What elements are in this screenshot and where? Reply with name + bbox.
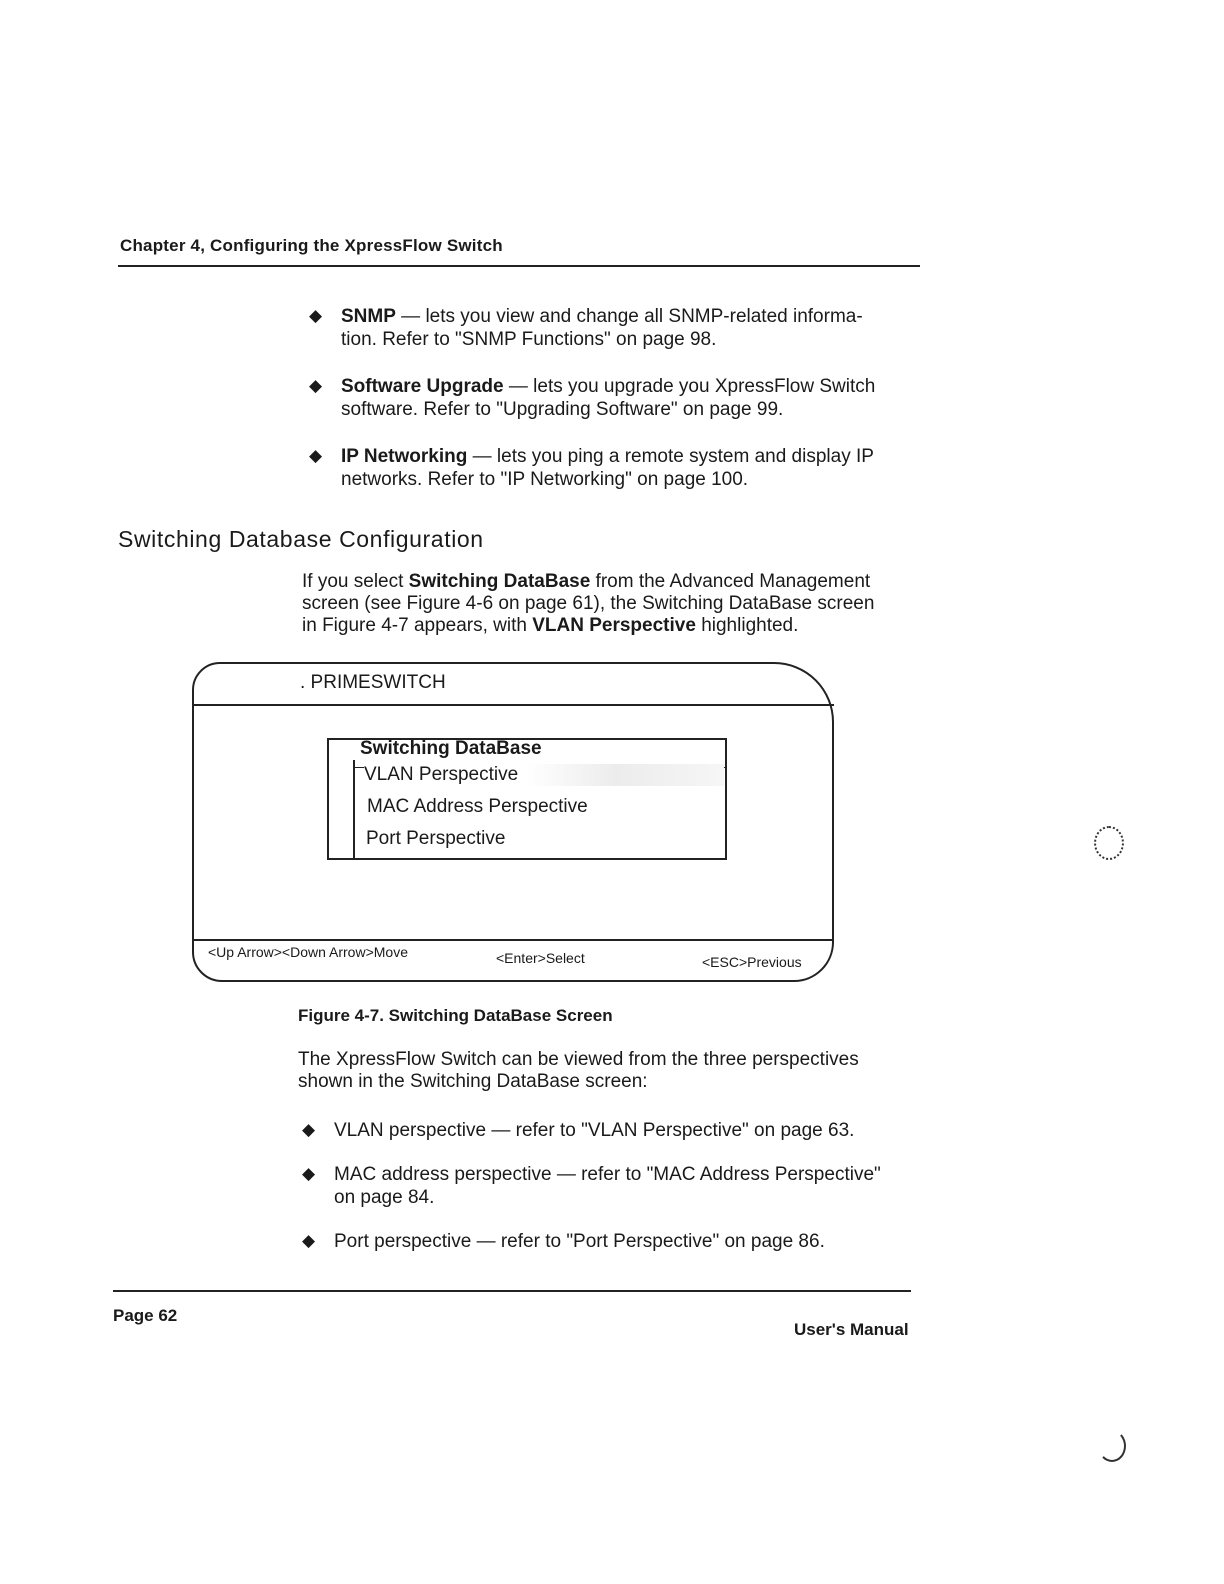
key-hint-select: <Enter>Select [496,950,585,966]
menu-left-border [353,760,355,860]
key-hint-previous: <ESC>Previous [702,954,802,970]
page-number: Page 62 [113,1306,178,1325]
bullet-diamond-icon: ◆ [302,1231,316,1250]
chapter-header: Chapter 4, Configuring the XpressFlow Switch [120,236,503,255]
bullet-label: IP Networking [341,446,468,467]
bullet-text: MAC address perspective — refer to "MAC Address Perspective" [334,1164,881,1185]
menu-title: Switching DataBase [360,738,542,759]
screen-title: . PRIMESWITCH [300,672,446,693]
para-text: screen (see Figure 4-6 on page 61), the Switching DataBase screen [302,593,875,614]
binder-hole-mark [1094,826,1124,860]
menu-item-vlan-perspective[interactable]: VLAN Perspective [364,764,724,786]
bullet-label: SNMP [341,306,396,327]
binder-hole-mark [1098,1430,1126,1462]
body-paragraph [298,1049,908,1093]
para-text: shown in the Switching DataBase screen: [298,1071,648,1092]
bullet-text-line2: on page 84. [334,1187,435,1208]
bullet-diamond-icon: ◆ [302,1120,316,1139]
para-text: The XpressFlow Switch can be viewed from the three perspectives [298,1049,859,1070]
menu-item-port-perspective[interactable]: Port Perspective [366,828,506,849]
manual-label: User's Manual [794,1320,909,1339]
bullet-port-perspective [302,1230,914,1253]
para-text: If you select [302,571,409,592]
bullet-diamond-icon: ◆ [302,1164,316,1183]
para-bold-text: Switching DataBase [408,571,591,592]
bullet-diamond-icon: ◆ [309,306,323,325]
screen-title-divider [194,704,834,706]
section-paragraph [302,571,912,637]
footer-rule [113,1290,911,1292]
bullet-software-upgrade [309,375,921,421]
bullet-text-line2: networks. Refer to "IP Networking" on page 100. [341,469,749,490]
para-text: from the Advanced Management [590,571,871,592]
bullet-text: VLAN perspective — refer to "VLAN Perspective" on page 63. [334,1120,855,1141]
header-rule [118,265,920,267]
menu-item-mac-address-perspective[interactable]: MAC Address Perspective [367,796,588,817]
bullet-diamond-icon: ◆ [309,446,323,465]
bullet-text-line2: tion. Refer to "SNMP Functions" on page 98. [341,329,717,350]
section-heading: Switching Database Configuration [118,526,484,552]
bullet-text: Port perspective — refer to "Port Perspective" on page 86. [334,1231,825,1252]
figure-caption: Figure 4-7. Switching DataBase Screen [298,1006,613,1025]
para-text: highlighted. [695,615,799,636]
para-bold-text: VLAN Perspective [532,615,696,636]
bullet-vlan-perspective [302,1119,914,1142]
bullet-text-line2: software. Refer to "Upgrading Software" on page 99. [341,399,784,420]
bullet-text: — lets you view and change all SNMP-related informa- [395,306,863,327]
para-text: in Figure 4-7 appears, with [302,615,533,636]
bullet-mac-perspective [302,1163,914,1209]
bullet-ip-networking [309,445,921,491]
bullet-text: — lets you upgrade you XpressFlow Switch [503,376,876,397]
key-hint-move: <Up Arrow><Down Arrow>Move [208,944,408,960]
bullet-text: — lets you ping a remote system and display IP [467,446,874,467]
bullet-diamond-icon: ◆ [309,376,323,395]
bullet-label: Software Upgrade [341,376,504,397]
bullet-snmp [309,305,921,351]
screen-footer-divider [194,939,834,941]
